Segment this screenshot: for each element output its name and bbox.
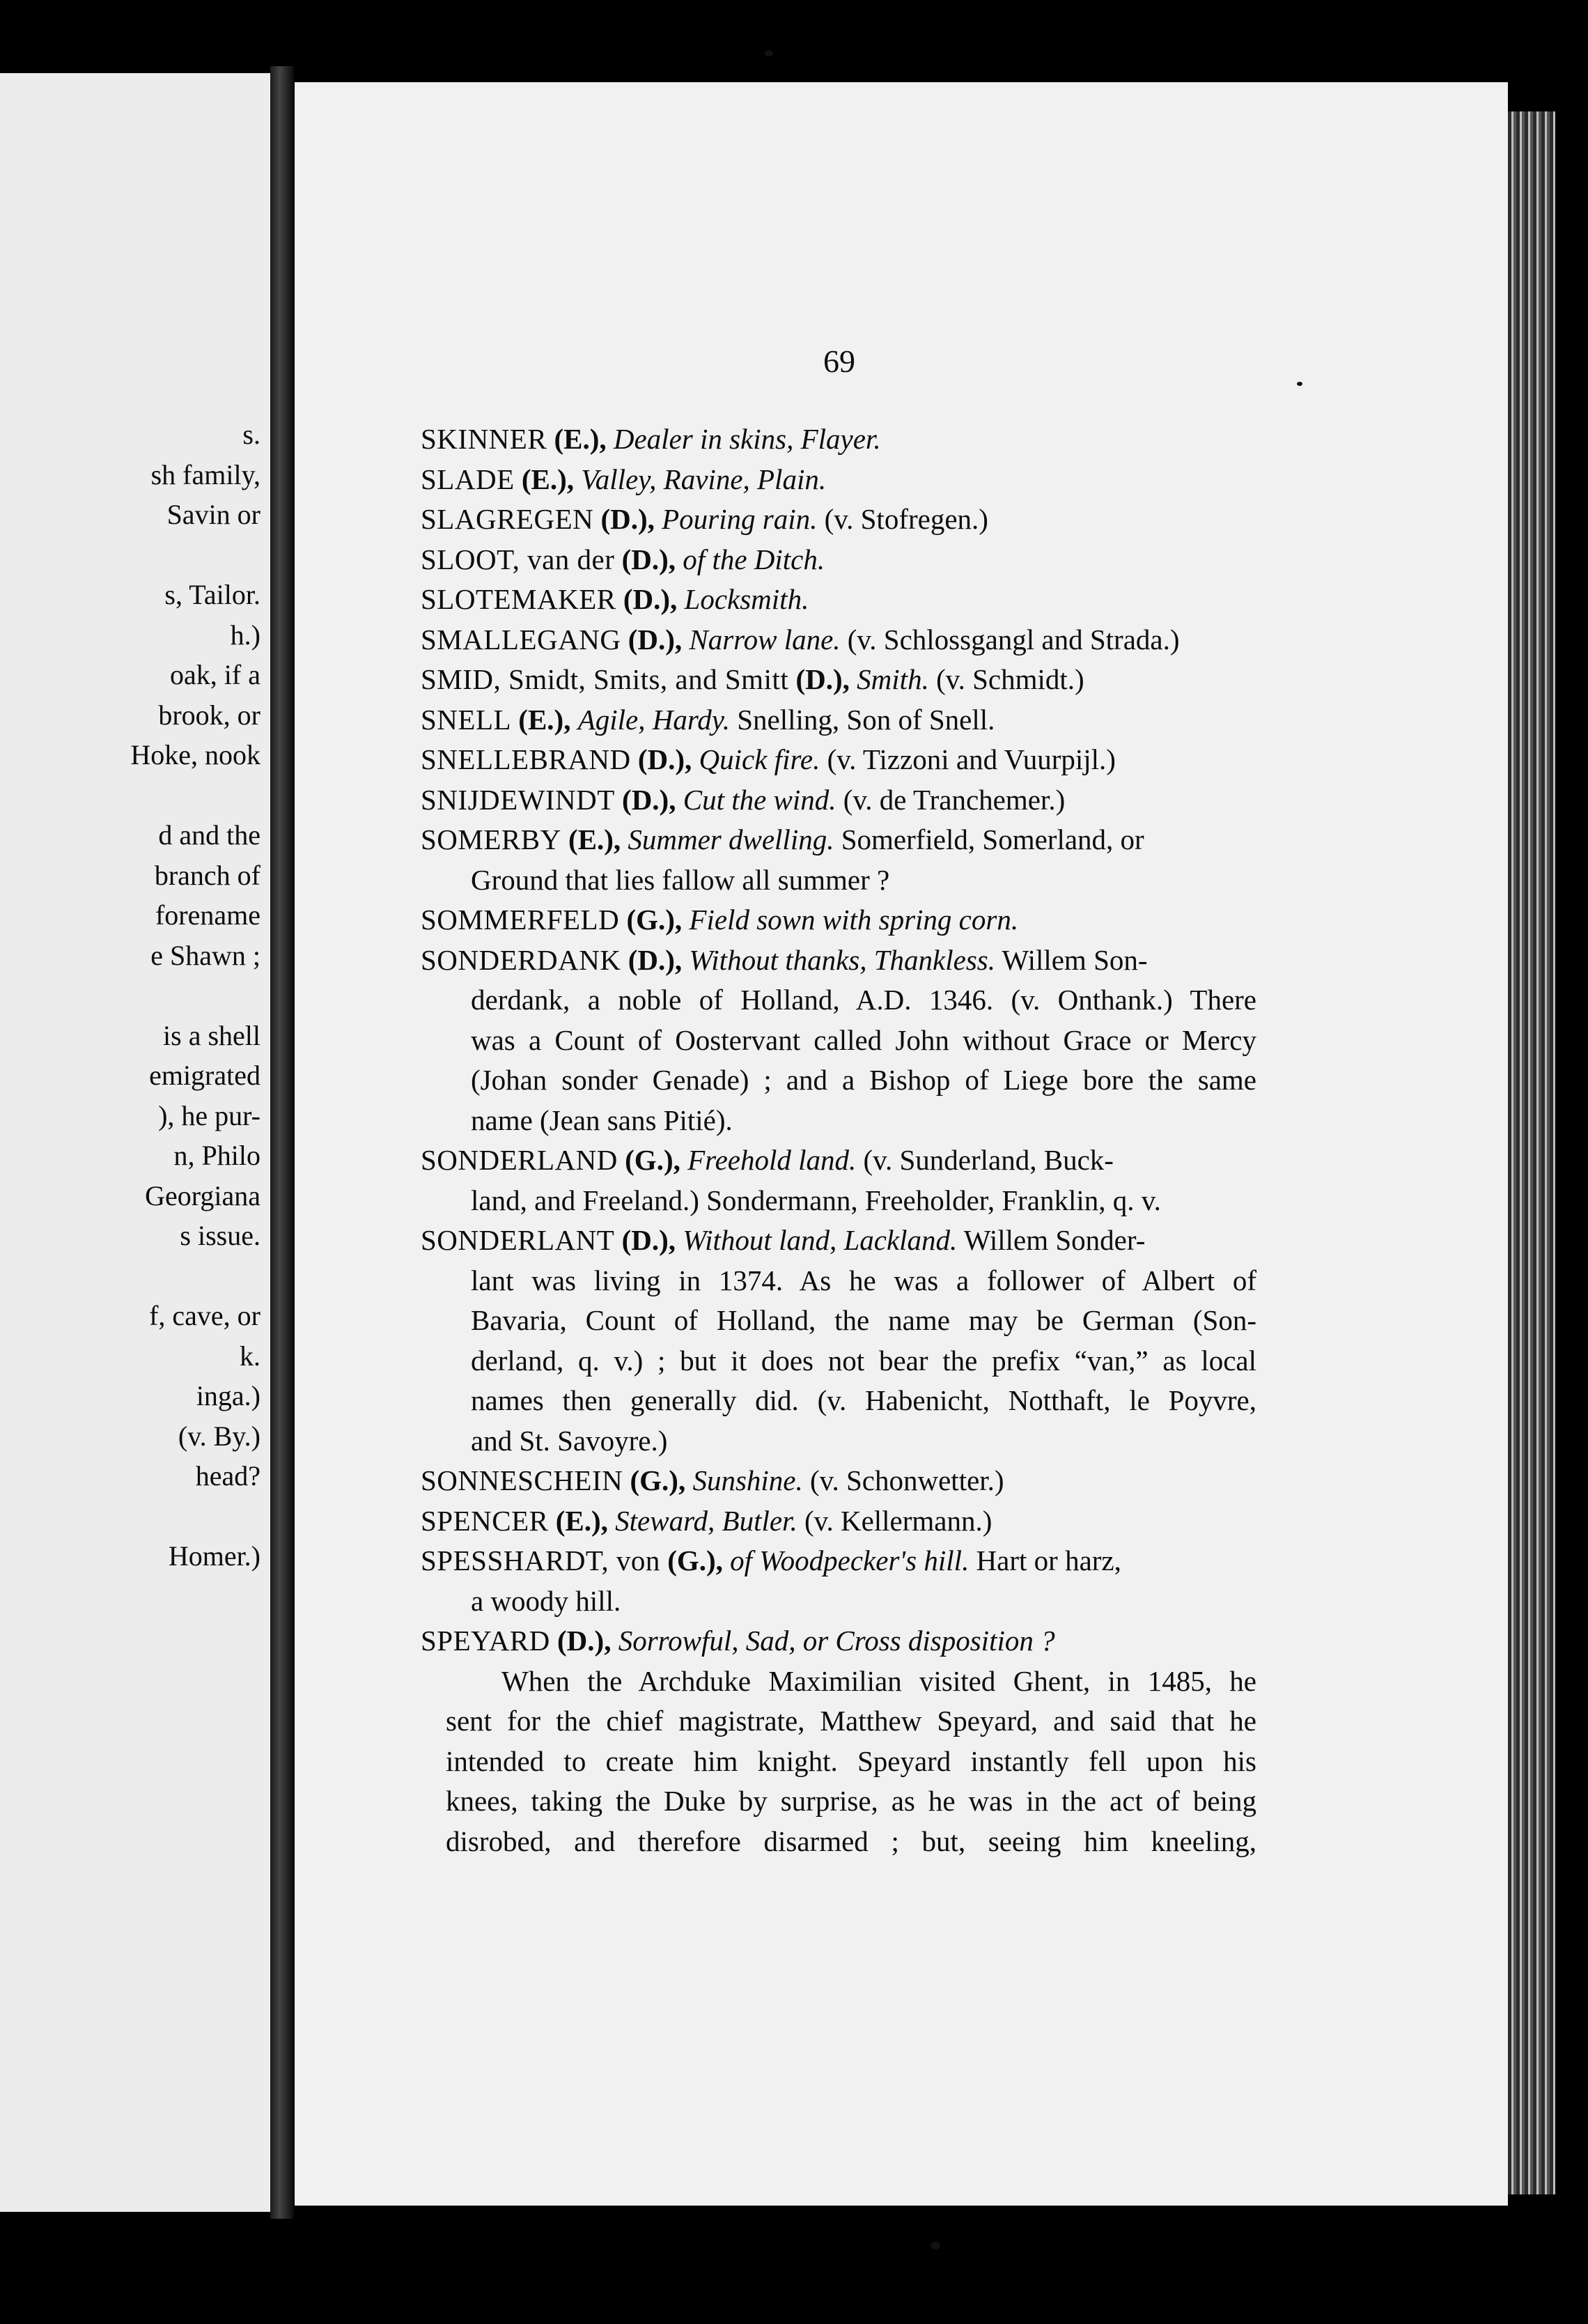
- entry-note: (v. Schmidt.): [928, 663, 1084, 695]
- entry-note: Somerfield, Somerland, or: [834, 823, 1144, 855]
- entry-language: (D.),: [593, 503, 662, 535]
- left-page-line: s.: [242, 419, 260, 450]
- dictionary-entry: [421, 1501, 1256, 1542]
- page-edges: [1508, 111, 1555, 2194]
- entry-meaning: of Woodpecker's hill.: [730, 1544, 970, 1577]
- scan-speck: [765, 50, 773, 56]
- entry-headline: [421, 1221, 1256, 1261]
- entry-meaning: Field sown with spring corn.: [689, 904, 1019, 936]
- entry-meaning: Agile, Hardy.: [577, 703, 730, 736]
- entry-headline: [421, 940, 1256, 981]
- entry-meaning: Locksmith.: [684, 583, 809, 615]
- left-page-line: oak, if a: [170, 659, 260, 690]
- entry-language: (D.),: [621, 623, 690, 656]
- entry-meaning: Sorrowful, Sad, or Cross disposition ?: [618, 1625, 1055, 1657]
- left-page-line: forename: [155, 899, 260, 931]
- entry-meaning: Narrow lane.: [689, 623, 841, 656]
- dictionary-entry: [421, 1221, 1256, 1461]
- entry-note: Willem Sonder-: [957, 1224, 1146, 1256]
- entry-continuation: Bavaria, Count of Holland, the name may be German (Son-: [471, 1304, 1256, 1336]
- dictionary-entry: [421, 1541, 1256, 1621]
- entry-headword: SPEYARD: [421, 1625, 550, 1657]
- dictionary-entry: [421, 540, 1256, 580]
- entry-headline: [421, 780, 1256, 821]
- entry-meaning: Smith.: [857, 663, 929, 695]
- left-facing-page: [0, 73, 270, 2212]
- left-page-line: h.): [230, 619, 260, 651]
- entry-continuation: and St. Savoyre.): [471, 1424, 668, 1457]
- entry-note: (v. Schonwetter.): [802, 1464, 1004, 1496]
- anecdote-paragraph: [421, 1661, 1256, 1862]
- entry-continuation: (Johan sonder Genade) ; and a Bishop of Liege bore the same: [471, 1064, 1256, 1096]
- left-page-line: d and the: [158, 819, 260, 851]
- entry-headline: [421, 1501, 1256, 1542]
- entry-headline: [421, 419, 1256, 460]
- left-page-line: sh family,: [150, 458, 260, 490]
- entry-meaning: Steward, Butler.: [615, 1504, 797, 1537]
- entry-note: (v. Kellermann.): [797, 1504, 992, 1537]
- left-page-line: k.: [240, 1340, 260, 1372]
- left-page-line: is a shell: [163, 1019, 260, 1051]
- left-page-line: s, Tailor.: [164, 579, 260, 610]
- left-page-line: branch of: [154, 859, 260, 891]
- entry-headline: [421, 660, 1256, 700]
- entry-headword: SOMMERFELD: [421, 904, 620, 936]
- entry-language: (G.),: [619, 904, 690, 936]
- entry-note: Willem Son-: [995, 943, 1148, 976]
- dictionary-entry: [421, 620, 1256, 660]
- entry-language: (G.),: [617, 1144, 688, 1176]
- entry-continuation: names then generally did. (v. Habenicht, Notthaft, le Poyvre,: [471, 1384, 1256, 1416]
- left-page-line: n, Philo: [173, 1140, 260, 1171]
- entry-note: Snelling, Son of Snell.: [729, 703, 995, 736]
- entry-headword: SONDERLAND: [421, 1144, 618, 1176]
- left-page-line: inga.): [196, 1380, 260, 1411]
- dictionary-entry: [421, 820, 1256, 900]
- entry-continuation: a woody hill.: [471, 1584, 621, 1617]
- entry-note: (v. de Tranchemer.): [836, 783, 1066, 816]
- entry-continuation: derdank, a noble of Holland, A.D. 1346. (v. Onthank.) There: [471, 984, 1256, 1016]
- entry-language: (D.),: [614, 783, 683, 816]
- entry-headword: SNELLEBRAND: [421, 743, 631, 775]
- entry-headword: SONNESCHEIN: [421, 1464, 623, 1496]
- left-page-line: ), he pur-: [158, 1099, 260, 1131]
- entry-meaning: Dealer in skins, Flayer.: [613, 423, 881, 455]
- entry-headline: [421, 1621, 1256, 1661]
- entry-headline: [421, 460, 1256, 500]
- dictionary-entries: [421, 419, 1256, 1861]
- left-page-line: Homer.): [168, 1540, 260, 1572]
- entry-headword: SKINNER: [421, 423, 547, 455]
- entry-headword: SOMERBY: [421, 823, 561, 855]
- page-number: 69: [823, 343, 855, 379]
- dictionary-entry: [421, 499, 1256, 540]
- entry-language: (E.),: [561, 823, 628, 855]
- entry-language: (G.),: [623, 1464, 693, 1496]
- left-page-line: head?: [195, 1460, 260, 1492]
- entry-headword: SMALLEGANG: [421, 623, 621, 656]
- dictionary-entry: [421, 700, 1256, 741]
- entry-headline: [421, 1541, 1256, 1581]
- entry-language: (D.),: [788, 663, 857, 695]
- entry-language: (D.),: [614, 543, 683, 575]
- paragraph-line: intended to create him knight. Speyard instantly fell upon his: [446, 1744, 1256, 1777]
- entry-meaning: Without thanks, Thankless.: [689, 943, 995, 976]
- entry-continuation: name (Jean sans Pitié).: [471, 1103, 733, 1136]
- entry-language: (E.),: [511, 703, 578, 736]
- entry-note: (v. Tizzoni and Vuurpijl.): [820, 743, 1116, 775]
- left-page-line: f, cave, or: [149, 1300, 260, 1331]
- entry-continuation: lant was living in 1374. As he was a follower of Albert of: [471, 1264, 1256, 1296]
- dictionary-entry: [421, 1140, 1256, 1221]
- entry-meaning: Cut the wind.: [683, 783, 836, 816]
- dictionary-entry: [421, 740, 1256, 780]
- entry-language: (E.),: [547, 423, 614, 455]
- entry-headline: [421, 700, 1256, 741]
- entry-headword: SPENCER: [421, 1504, 549, 1537]
- entry-headline: [421, 580, 1256, 620]
- entry-headword: SONDERDANK: [421, 943, 621, 976]
- dictionary-entry: [421, 419, 1256, 460]
- entry-headword: SLOTEMAKER: [421, 583, 616, 615]
- entry-language: (D.),: [550, 1625, 618, 1657]
- left-page-line: e Shawn ;: [150, 939, 260, 971]
- entry-language: (D.),: [616, 583, 685, 615]
- dictionary-entry: [421, 900, 1256, 940]
- entry-language: (G.),: [660, 1544, 731, 1577]
- entry-headword: SNELL: [421, 703, 512, 736]
- entry-note: (v. Stofregen.): [817, 503, 988, 535]
- entry-language: (E.),: [548, 1504, 616, 1537]
- dictionary-entry: [421, 1461, 1256, 1501]
- book-gutter: [270, 66, 294, 2219]
- dictionary-entry: [421, 780, 1256, 821]
- entry-headline: [421, 1461, 1256, 1501]
- entry-meaning: Without land, Lackland.: [683, 1224, 958, 1256]
- scan-speck: [1297, 382, 1302, 386]
- dictionary-entry: [421, 940, 1256, 1141]
- left-page-line: Savin or: [166, 499, 260, 530]
- left-page-line: Georgiana: [145, 1179, 260, 1211]
- dictionary-entry: [421, 580, 1256, 620]
- entry-headword: SMID, Smidt, Smits, and Smitt: [421, 663, 789, 695]
- entry-continuation: derland, q. v.) ; but it does not bear the prefix “van,” as local: [471, 1344, 1256, 1377]
- entry-note: (v. Schlossgangl and Strada.): [840, 623, 1180, 656]
- entry-headword: SPESSHARDT, von: [421, 1544, 660, 1577]
- dictionary-entry: [421, 1621, 1256, 1661]
- entry-language: (D.),: [630, 743, 699, 775]
- entry-headline: [421, 820, 1256, 860]
- entry-meaning: Sunshine.: [692, 1464, 803, 1496]
- left-page-line: Hoke, nook: [130, 739, 260, 770]
- entry-headline: [421, 540, 1256, 580]
- entry-language: (E.),: [514, 463, 582, 495]
- dictionary-entry: [421, 660, 1256, 700]
- entry-continuation: Ground that lies fallow all summer ?: [471, 863, 890, 896]
- entry-headline: [421, 499, 1256, 540]
- entry-language: (D.),: [621, 943, 690, 976]
- entry-continuation: land, and Freeland.) Sondermann, Freeholder, Franklin, q. v.: [471, 1184, 1161, 1216]
- entry-headline: [421, 740, 1256, 780]
- entry-meaning: of the Ditch.: [683, 543, 825, 575]
- entry-headword: SLOOT, van der: [421, 543, 615, 575]
- paragraph-line: When the Archduke Maximilian visited Ghent, in 1485, he: [501, 1664, 1256, 1697]
- entry-language: (D.),: [614, 1224, 683, 1256]
- entry-headword: SONDERLANT: [421, 1224, 615, 1256]
- paragraph-line: sent for the chief magistrate, Matthew Speyard, and said that he: [446, 1705, 1256, 1737]
- entry-headline: [421, 900, 1256, 940]
- scan-speck: [931, 2242, 940, 2249]
- entry-headline: [421, 620, 1256, 660]
- entry-continuation: was a Count of Oostervant called John without Grace or Mercy: [471, 1023, 1256, 1056]
- left-page-line: (v. By.): [178, 1420, 260, 1452]
- entry-meaning: Summer dwelling.: [628, 823, 834, 855]
- entry-headline: [421, 1140, 1256, 1181]
- left-page-line: brook, or: [158, 699, 260, 731]
- left-page-line: s issue.: [180, 1220, 260, 1251]
- entry-note: Hart or harz,: [969, 1544, 1121, 1577]
- entry-headword: SNIJDEWINDT: [421, 783, 615, 816]
- entry-meaning: Freehold land.: [687, 1144, 857, 1176]
- paragraph-line: knees, taking the Duke by surprise, as he was in the act of being: [446, 1785, 1256, 1817]
- entry-headword: SLAGREGEN: [421, 503, 594, 535]
- left-page-line: emigrated: [149, 1060, 260, 1091]
- entry-note: (v. Sunderland, Buck-: [856, 1144, 1114, 1176]
- paragraph-line: disrobed, and therefore disarmed ; but, seeing him kneeling,: [446, 1825, 1256, 1857]
- entry-meaning: Valley, Ravine, Plain.: [581, 463, 827, 495]
- dictionary-entry: [421, 460, 1256, 500]
- entry-headword: SLADE: [421, 463, 515, 495]
- entry-meaning: Pouring rain.: [662, 503, 818, 535]
- entry-meaning: Quick fire.: [699, 743, 820, 775]
